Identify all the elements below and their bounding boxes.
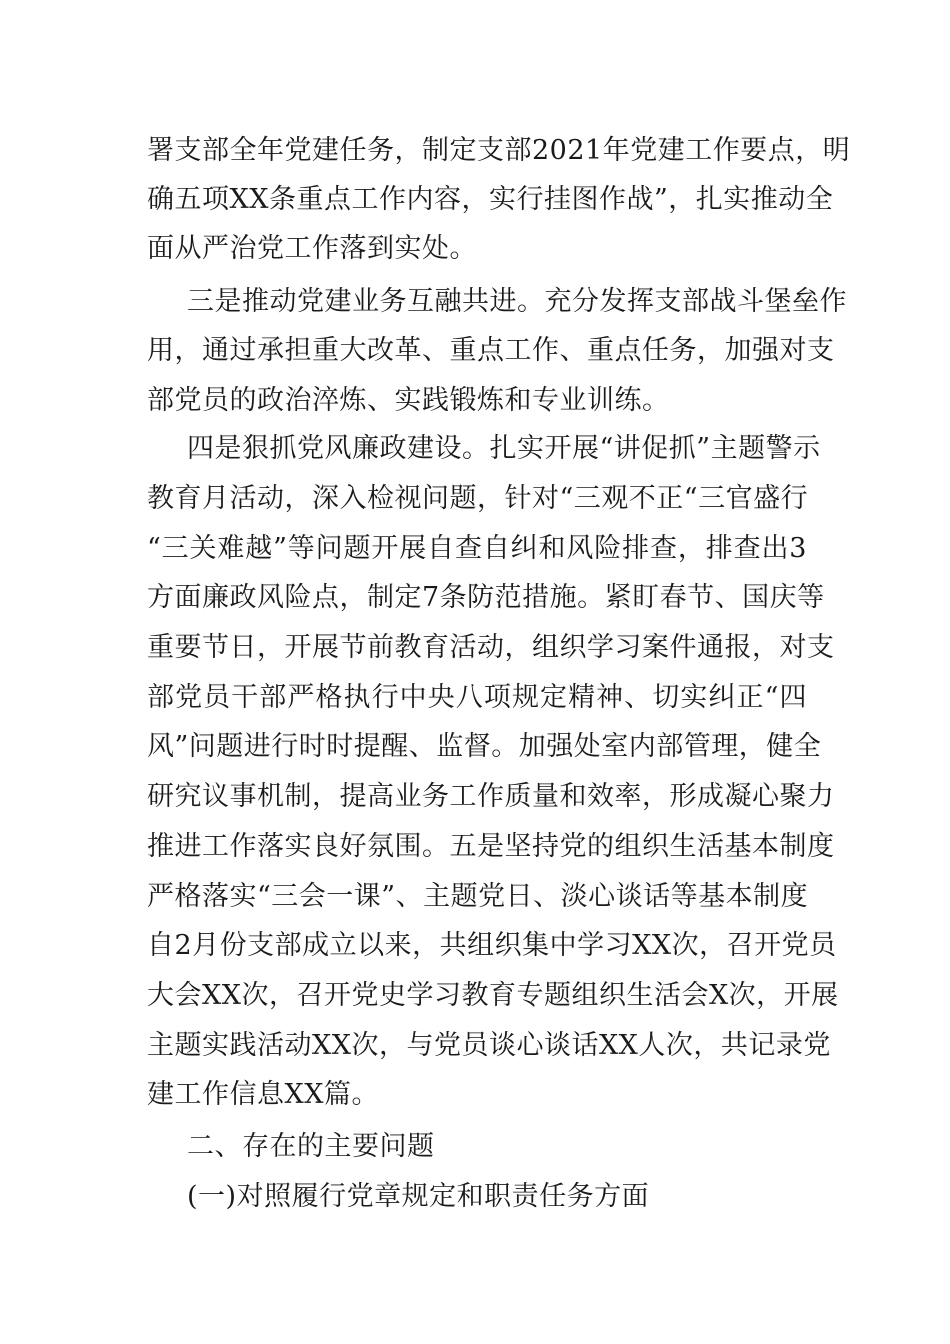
paragraph-line: 用，通过承担重大改革、重点工作、重点任务，加强对支 [147,335,835,366]
paragraph-line: 确五项XX条重点工作内容，实行挂图作战”，扎实推动全 [147,184,834,215]
paragraph-line: “三关难越”等问题开展自查自纠和风险排查，排查出3 [147,533,807,564]
paragraph-line: 方面廉政风险点，制定7条防范措施。紧盯春节、国庆等 [147,582,825,613]
paragraph-line: 大会XX次，召开党史学习教育专题组织生活会X次，开展 [147,980,839,1011]
subsection-heading: (一)对照履行党章规定和职责任务方面 [187,1181,650,1212]
paragraph-line: 自2月份支部成立以来，共组织集中学习XX次，召开党员 [147,930,837,961]
paragraph-line: 三是推动党建业务互融共进。充分发挥支部战斗堡垒作 [187,286,847,317]
paragraph-line: 署支部全年党建任务，制定支部2021年党建工作要点，明 [147,135,851,166]
paragraph-line: 四是狠抓党风廉政建设。扎实开展“讲促抓”主题警示 [187,433,821,464]
paragraph-line: 研究议事机制，提高业务工作质量和效率，形成凝心聚力 [147,781,835,812]
paragraph-line: 建工作信息XX篇。 [147,1079,379,1110]
paragraph-line: 部党员干部严格执行中央八项规定精神、切实纠正“四 [147,682,807,713]
paragraph-line: 部党员的政治淬炼、实践锻炼和专业训练。 [147,385,670,416]
paragraph-line: 重要节日，开展节前教育活动，组织学习案件通报，对支 [147,632,835,663]
paragraph-line: 严格落实“三会一课”、主题党日、淡心谈话等基本制度 [147,881,809,912]
paragraph-line: 教育月活动，深入检视问题，针对“三观不正“三官盛行 [147,483,809,514]
paragraph-line: 推进工作落实良好氛围。五是坚持党的组织生活基本制度 [147,831,835,862]
paragraph-line: 主题实践活动XX次，与党员谈心谈话XX人次，共记录党 [147,1030,831,1061]
section-heading: 二、存在的主要问题 [187,1131,435,1162]
paragraph-line: 风”问题进行时时提醒、监督。加强处室内部管理，健全 [147,731,822,762]
paragraph-line: 面从严治党工作落到实处。 [147,233,477,264]
